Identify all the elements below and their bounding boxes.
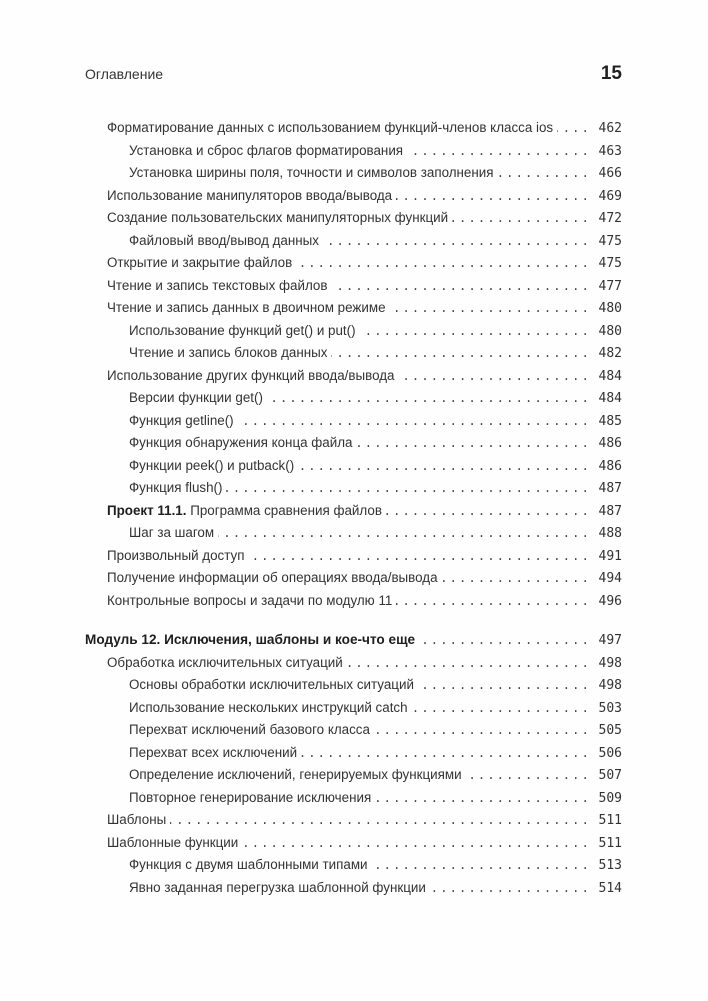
project-title: Программа сравнения файлов bbox=[190, 502, 382, 518]
dot-leader bbox=[347, 652, 591, 675]
toc-entry-title: Шаблонные функции bbox=[107, 834, 239, 850]
dot-leader bbox=[374, 719, 591, 742]
dot-leader bbox=[332, 275, 592, 298]
dot-leader bbox=[375, 787, 591, 810]
toc-entry-title: Произвольный доступ bbox=[107, 547, 245, 563]
toc-entry bbox=[85, 432, 622, 455]
toc-entry bbox=[85, 455, 622, 478]
toc-entry bbox=[85, 410, 622, 433]
toc-page-number: 486 bbox=[598, 458, 622, 474]
toc-entry bbox=[85, 365, 622, 388]
toc-entry-title: Открытие и закрытие файлов bbox=[107, 255, 293, 270]
dot-leader bbox=[248, 545, 591, 568]
toc-page-number: 494 bbox=[598, 571, 622, 586]
toc-entry bbox=[85, 809, 622, 832]
toc-entry bbox=[85, 252, 622, 275]
toc-entry-title: Контрольные вопросы и задачи по модулю 11 bbox=[107, 592, 393, 608]
toc-entry-title: Файловый ввод/вывод данных bbox=[129, 232, 319, 248]
toc-entry-title: Функция с двумя шаблонными типами bbox=[129, 857, 368, 872]
toc-entry-title: Обработка исключительных ситуаций bbox=[107, 654, 343, 670]
toc-entry bbox=[85, 697, 622, 720]
toc-entry-title: Чтение и запись текстовых файлов bbox=[107, 277, 328, 293]
toc-page-number: 496 bbox=[598, 593, 622, 609]
toc-page-number: 477 bbox=[598, 278, 622, 294]
dot-leader bbox=[296, 252, 591, 275]
toc-entry-title bbox=[107, 500, 382, 523]
toc-entry-title: Установка ширины поля, точности и символов заполнения bbox=[129, 165, 494, 180]
toc-page-number: 486 bbox=[598, 436, 622, 451]
toc-entry-title: Чтение и запись данных в двоичном режиме bbox=[107, 300, 386, 315]
toc-entry-title: Форматирование данных с использованием функций-членов класса ios bbox=[107, 120, 554, 135]
dot-leader bbox=[396, 185, 591, 208]
toc-entry-title: Перехват исключений базового класса bbox=[129, 722, 370, 737]
toc-page-number: 475 bbox=[598, 233, 622, 249]
toc-entry bbox=[85, 764, 622, 787]
toc-page-number: 463 bbox=[598, 143, 622, 159]
toc-entry bbox=[85, 590, 622, 613]
toc-page-number: 511 bbox=[598, 835, 622, 851]
toc-entry bbox=[85, 342, 622, 365]
dot-leader bbox=[396, 590, 591, 613]
toc-entry-title: Чтение и запись блоков данных bbox=[129, 345, 328, 360]
toc-entry bbox=[85, 787, 622, 810]
toc-entry bbox=[85, 477, 622, 500]
toc-entry-title: Функция flush() bbox=[129, 480, 223, 495]
dot-leader bbox=[412, 697, 591, 720]
toc-entry bbox=[85, 320, 622, 343]
toc-entry-title: Получение информации об операциях ввода/вывода bbox=[107, 570, 438, 585]
toc-page-number: 484 bbox=[598, 391, 622, 406]
toc-entry bbox=[85, 140, 622, 163]
dot-leader bbox=[218, 522, 591, 545]
toc-entry bbox=[85, 387, 622, 410]
toc-entry-title: Установка и сброс флагов форматирования bbox=[129, 142, 404, 158]
running-title: Оглавление bbox=[85, 66, 164, 82]
toc-page-number: 507 bbox=[598, 768, 622, 783]
dot-leader bbox=[430, 877, 591, 900]
toc-page-number: 513 bbox=[598, 858, 622, 873]
toc-entry bbox=[85, 854, 622, 877]
dot-leader bbox=[298, 455, 591, 478]
toc-entry-title: Шаблоны bbox=[107, 812, 167, 827]
toc-entry-title: Определение исключений, генерируемых функциями bbox=[129, 767, 462, 782]
toc-page-number: 482 bbox=[598, 346, 622, 361]
toc-entry bbox=[85, 652, 622, 675]
dot-leader bbox=[418, 674, 591, 697]
toc-page-number: 488 bbox=[598, 526, 622, 541]
toc-page-number: 487 bbox=[598, 503, 622, 519]
page-number: 15 bbox=[600, 63, 622, 84]
toc-page-number: 466 bbox=[598, 166, 622, 181]
toc-page-number: 475 bbox=[598, 256, 622, 271]
toc-entry bbox=[85, 297, 622, 320]
toc-page-number: 462 bbox=[598, 121, 622, 136]
toc-entry bbox=[85, 567, 622, 590]
toc-page-number: 491 bbox=[598, 548, 622, 564]
dot-leader bbox=[390, 297, 591, 320]
toc-entry bbox=[85, 522, 622, 545]
toc-entry bbox=[85, 545, 622, 568]
toc-entry-title: Использование нескольких инструкций catch bbox=[129, 699, 408, 715]
dot-leader bbox=[267, 387, 591, 410]
toc-entry bbox=[85, 162, 622, 185]
dot-leader bbox=[360, 320, 591, 343]
running-head bbox=[85, 63, 622, 87]
dot-leader bbox=[357, 432, 592, 455]
toc-page-number: 511 bbox=[598, 813, 622, 828]
toc-entry-title: Использование других функций ввода/вывода bbox=[107, 367, 395, 383]
dot-leader bbox=[466, 764, 591, 787]
toc-entry-title: Явно заданная перегрузка шаблонной функции bbox=[129, 879, 426, 895]
toc-module-heading bbox=[85, 629, 622, 652]
dot-leader bbox=[323, 230, 591, 253]
dot-leader bbox=[407, 140, 591, 163]
toc-page-number: 487 bbox=[598, 481, 622, 496]
toc-entry-title: Основы обработки исключительных ситуаций bbox=[129, 677, 414, 692]
dot-leader bbox=[331, 342, 591, 365]
toc-entry-title: Шаг за шагом bbox=[129, 525, 215, 540]
toc-entry bbox=[85, 185, 622, 208]
toc-page-number: 469 bbox=[598, 188, 622, 204]
toc-block-module-12 bbox=[85, 629, 622, 899]
toc-entry-title: Функция обнаружения конца файла bbox=[129, 435, 353, 450]
toc-page-number: 498 bbox=[598, 678, 622, 693]
toc-entry-title: Перехват всех исключений bbox=[129, 744, 298, 760]
toc-page-number: 505 bbox=[598, 723, 622, 738]
toc-entry bbox=[85, 207, 622, 230]
toc-entry bbox=[85, 742, 622, 765]
toc-page-number: 514 bbox=[598, 880, 622, 896]
toc-page-number: 503 bbox=[598, 700, 622, 716]
toc-page-number: 480 bbox=[598, 323, 622, 339]
toc-page-number: 509 bbox=[598, 790, 622, 806]
project-label: Проект 11.1. bbox=[107, 502, 187, 518]
toc-block-module-11 bbox=[85, 117, 622, 612]
toc-entry-title: Использование функций get() и put() bbox=[129, 322, 356, 338]
toc-entry-title: Функции peek() и putback() bbox=[129, 457, 295, 473]
toc-entry bbox=[85, 275, 622, 298]
toc-page-number: 498 bbox=[598, 655, 622, 671]
dot-leader bbox=[226, 477, 591, 500]
toc-page-number: 485 bbox=[598, 413, 622, 429]
toc-entry bbox=[85, 674, 622, 697]
toc-page-number: 480 bbox=[598, 301, 622, 316]
toc-entry-title: Повторное генерирование исключения bbox=[129, 789, 372, 805]
toc-entry-title: Версии функции get() bbox=[129, 390, 263, 405]
toc-entry-title: Функция getline() bbox=[129, 412, 234, 428]
dot-leader bbox=[301, 742, 591, 765]
toc-page-number: 472 bbox=[598, 211, 622, 226]
dot-leader bbox=[442, 567, 591, 590]
toc-entry bbox=[85, 230, 622, 253]
dot-leader bbox=[398, 365, 591, 388]
toc-entry-title: Использование манипуляторов ввода/вывода bbox=[107, 187, 393, 203]
toc-entry-title: Модуль 12. Исключения, шаблоны и кое-что еще bbox=[85, 632, 416, 647]
table-of-contents bbox=[85, 117, 622, 899]
dot-leader bbox=[170, 809, 591, 832]
toc-page-number: 484 bbox=[598, 368, 622, 384]
toc-entry-title: Создание пользовательских манипуляторных функций bbox=[107, 210, 449, 225]
dot-leader bbox=[242, 832, 591, 855]
dot-leader bbox=[419, 629, 591, 652]
dot-leader bbox=[452, 207, 591, 230]
dot-leader bbox=[557, 117, 591, 140]
toc-page-number: 497 bbox=[598, 633, 622, 648]
toc-entry bbox=[85, 832, 622, 855]
dot-leader bbox=[372, 854, 591, 877]
dot-leader bbox=[498, 162, 591, 185]
toc-entry bbox=[85, 719, 622, 742]
toc-page-number: 506 bbox=[598, 745, 622, 761]
toc-entry bbox=[85, 877, 622, 900]
toc-entry bbox=[85, 500, 622, 523]
toc-entry bbox=[85, 117, 622, 140]
dot-leader bbox=[238, 410, 591, 433]
dot-leader bbox=[386, 500, 591, 523]
